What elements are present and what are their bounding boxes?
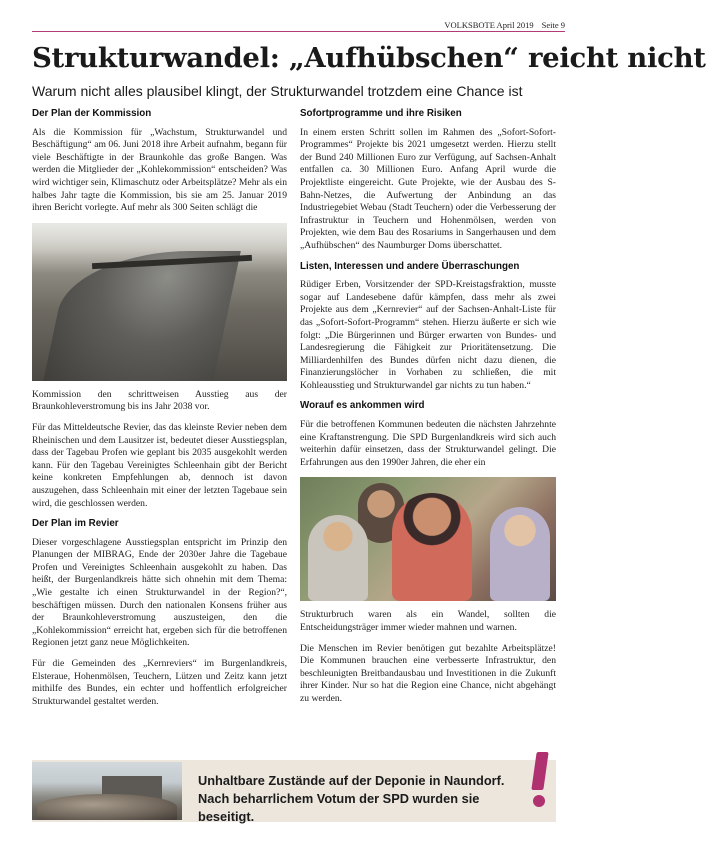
headline: Strukturwandel: „Aufhübschen“ reicht nicht xyxy=(32,42,706,74)
paragraph: Als die Kommission für „Wachstum, Strukturwandel und Beschäftigung“ am 06. Juni 2018 ihre Arbeit aufnahm, begann für viele Beschäftigte in der Braunkohle das große Bangen. Was werden die Mitglieder der „Kohlekommission“ entscheiden? Was wird wichtiger sein, Klimaschutz oder Arbeitsplätze? Mehr als ein halbes Jahr tagte die Kommission, bis sie am 25. Januar 2019 ihren Bericht vorlegte. Auf mehr als 300 Seiten schlägt die xyxy=(32,126,287,214)
header-rule xyxy=(32,31,565,32)
page-header xyxy=(444,20,565,30)
banner-line-1: Unhaltbare Zustände auf der Deponie in Naundorf. xyxy=(198,773,505,788)
open-pit-mine-photo xyxy=(32,223,287,381)
landfill-photo xyxy=(32,762,182,820)
people-discussion-photo xyxy=(300,477,556,601)
right-column xyxy=(300,108,556,714)
bottom-banner xyxy=(32,760,556,822)
section-heading-plan-kommission: Der Plan der Kommission xyxy=(32,108,152,119)
paragraph: In einem ersten Schritt sollen im Rahmen des „Sofort-Sofort-Programmes“ Projekte bis 2021 umgesetzt werden. Hierzu stellt der Bund 240 Millionen Euro zur Verfügung, auf Sachsen-Anhalt entfallen ca. 30 Millionen Euro. Anfang April wurde die Projektliste eingereicht. Gute Projekte, wie der Ausbau des S-Bahn-Netzes, die Aufwertung der Anbindung an das Industriegebiet Webau (Stadt Teuchern) oder die Verbesserung der Infrastruktur in Teuchern und Hohenmölsen, werden von Projekten, wie dem Bau des Rosariums in Sangerhausen und dem „Aufhübschen“ des Naumburger Doms überschattet. xyxy=(300,126,556,251)
paragraph: Strukturbruch waren als ein Wandel, sollten die Entscheidungsträger immer wieder mahnen und warnen. xyxy=(300,609,556,634)
exclamation-icon xyxy=(530,752,550,808)
section-heading-listen: Listen, Interessen und andere Überraschungen xyxy=(300,260,520,272)
left-column xyxy=(32,108,287,716)
section-heading-sofortprogramme: Sofortprogramme und ihre Risiken xyxy=(300,108,462,119)
paragraph: Rüdiger Erben, Vorsitzender der SPD-Kreistagsfraktion, musste sogar auf Landesebene dafür kämpfen, dass mehr als zwei Projekte aus dem „Kernrevier“ auf der Sachsen-Anhalt-Liste für das „Sofort-Sofort-Programm“ stehen. Hierzu äußerte er sich wie folgt: „Die Bürgerinnen und Bürger erwarten von Bundes- und Landesregierung die Fähigkeit zur Prioritätensetzung. Die Milliardenhilfen des Bundes dürfen nicht dazu dienen, die Finanzierungslöcher in Vorhaben zu schließen, die mit Kohleausstieg und Strukturwandel gar nichts zu tun haben.“ xyxy=(300,279,556,391)
publication-label: VOLKSBOTE April 2019 xyxy=(444,20,534,30)
section-heading-worauf: Worauf es ankommen wird xyxy=(300,400,425,412)
subheadline: Warum nicht alles plausibel klingt, der Strukturwandel trotzdem eine Chance ist xyxy=(32,83,523,99)
paragraph: Für die betroffenen Kommunen bedeuten die nächsten Jahrzehnte eine Kraftanstrengung. Die SPD Burgenlandkreis wird sich auch weiterhin dafür einsetzen, dass der Strukturwandel gelingt. Die Erfahrungen aus den 1990er Jahren, die eher ein xyxy=(300,419,556,468)
banner-text xyxy=(198,772,528,826)
banner-line-2: Nach beharrlichem Votum der SPD wurden sie beseitigt. xyxy=(198,791,480,824)
section-heading-plan-revier: Der Plan im Revier xyxy=(32,518,119,530)
page-number: Seite 9 xyxy=(541,20,565,30)
paragraph: Die Menschen im Revier benötigen gut bezahlte Arbeitsplätze! Die Kommunen brauchen eine verbesserte Infrastruktur, den beschleunigten Breitbandausbau und Investitionen in die Zukunft ihrer Kinder. Nur so hat die Region eine Chance, nicht abgehängt zu werden. xyxy=(300,642,556,704)
paragraph: Kommission den schrittweisen Ausstieg aus der Braunkohleverstromung bis ins Jahr 2038 vor. xyxy=(32,388,287,413)
paragraph: Dieser vorgeschlagene Ausstiegsplan entspricht im Prinzip den Planungen der MIBRAG, Ende der 2030er Jahre die Tagebaue Profen und Vereinigtes Schleenhain ausgekohlt zu haben. Das heißt, der Burgenlandkreis hätte sich ohnehin mit dem Thema: „Wie gestalte ich einen Strukturwandel in der Region?“, beschäftigen müssen. Durch den nationalen Konsens früher aus der Braunkohleverstromung auszusteigen, den die „Kohlekommission“ erreicht hat, ergeben sich für die betroffenen Regionen jetzt ganz neue Möglichkeiten. xyxy=(32,536,287,649)
paragraph: Für die Gemeinden des „Kernreviers“ im Burgenlandkreis, Elsteraue, Hohenmölsen, Teuchern, Lützen und Zeitz kann jetzt mithilfe des Bundes, ein echter und hoffentlich erfolgreicher Strukturwandel gestaltet werden. xyxy=(32,658,287,707)
paragraph: Für das Mitteldeutsche Revier, das das kleinste Revier neben dem Rheinischen und dem Lausitzer ist, bedeutet dieser Ausstiegsplan, dass der Tagebau Profen wie geplant bis 2035 ausgekohlt werden kann. Für den Tagebau Vereinigtes Schleenhain gibt der Bericht keine konkreten Empfehlungen ab, dennoch ist davon auszugehen, dass Schleenhain mit einer der letzten Tagebaue sein wird, die geschlossen werden. xyxy=(32,421,287,509)
